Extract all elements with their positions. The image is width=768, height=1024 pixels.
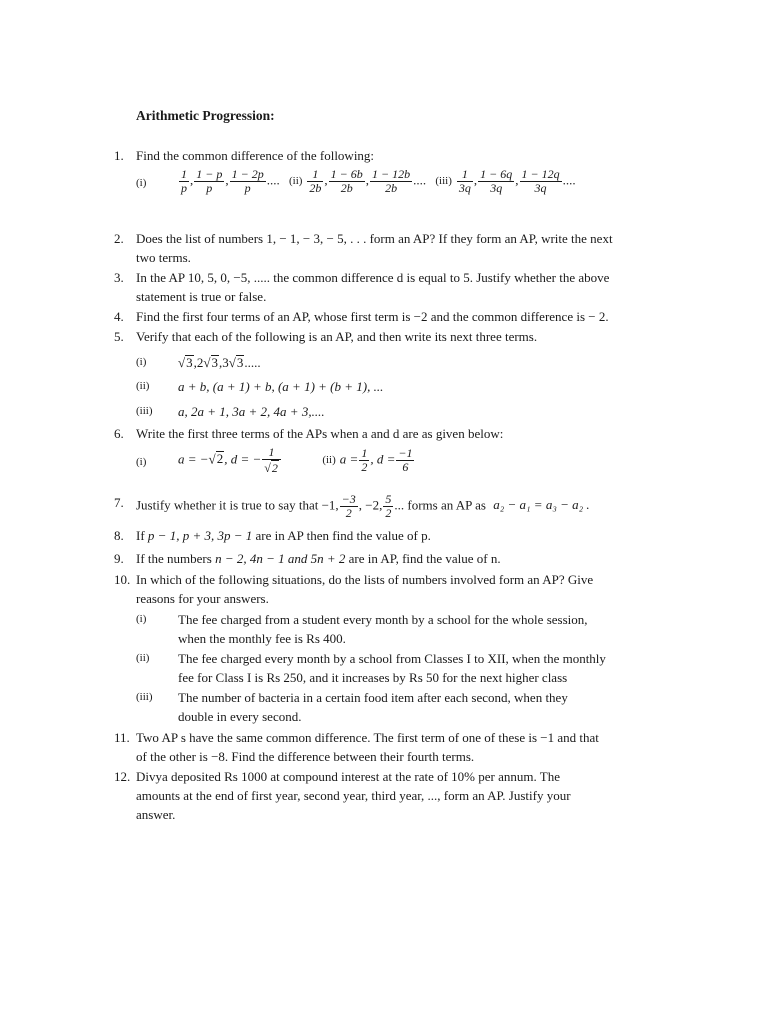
fraction: $\frac{1}{p}$: [181, 167, 187, 195]
fraction: $\frac{1 - 6q}{3q}$: [480, 167, 513, 195]
question-11: 11. Two AP s have the same common difference. The first term of one of these is −1 and that of the other is −8. Find the difference between their fourth terms.: [114, 730, 599, 764]
question-1: [114, 146, 684, 165]
fraction: $\frac{1}{2b}$: [309, 167, 322, 195]
fraction: $\frac{5}{2}$: [385, 492, 392, 520]
question-5-item-ii: (ii) a + b, (a + 1) + b, (a + 1) + (b + 1), ...: [136, 379, 384, 394]
sub-label: (iii): [435, 175, 452, 188]
question-2: 2. Does the list of numbers 1, − 1, − 3, − 5, . . . form an AP? If they form an AP, write the next two terms.: [114, 231, 613, 265]
question-5: 5. Verify that each of the following is an AP, and then write its next three terms.: [114, 329, 538, 344]
question-3: 3. In the AP 10, 5, 0, −5, ..... the common difference d is equal to 5. Justify whether the above statement is true or false.: [114, 270, 610, 304]
fraction: $\frac{1 - 12b}{2b}$: [372, 167, 411, 195]
question-10-item-ii: (ii) The fee charged every month by a school from Classes I to XII, when the monthly fee for Class I is Rs 250, and it increases by Rs 50 for the next higher class: [136, 651, 606, 685]
fraction: $\frac{1 - 6b}{2b}$: [330, 167, 363, 195]
sub-label: (i): [136, 177, 147, 189]
fraction: $\frac{1 - 12q}{3q}$: [521, 167, 560, 195]
question-8: 8. If p − 1, p + 3, 3p − 1 are in AP then find the value of p.: [114, 528, 431, 543]
page-title: Arithmetic Progression:: [136, 108, 275, 123]
fraction: $\frac{-1}{6}$: [398, 446, 413, 474]
question-4: 4. Find the first four terms of an AP, whose first term is −2 and the common difference is − 2.: [114, 309, 609, 324]
fraction: $\frac{1 - p}{p}$: [196, 167, 223, 195]
sub-label: (ii): [288, 175, 303, 188]
question-10: 10. In which of the following situations, do the lists of numbers involved form an AP? Give reasons for your answers.: [114, 572, 594, 606]
question-9: 9. If the numbers n − 2, 4n − 1 and 5n + 2 are in AP, find the value of n.: [114, 551, 501, 566]
question-6-items: (i) a = −√2, d = − $\frac{1}{√2}$ (ii) a = $\frac{1}{2}$ , d = $\frac{-1}{6}$: [136, 445, 413, 475]
question-7: 7. Justify whether it is true to say that −1, $\frac{-3}{2}$ , −2, $\frac{5}{2}$ ... forms an AP as a₂ − a₁ = a₃ − a₂ .: [114, 492, 590, 520]
fraction: $\frac{1 - 2p}{p}$: [231, 167, 264, 195]
fraction: $\frac{1}{3q}$: [458, 167, 471, 195]
question-number: 1.: [114, 148, 124, 163]
fraction: $\frac{-3}{2}$: [341, 492, 356, 520]
question-6: 6. Write the first three terms of the APs when a and d are as given below:: [114, 426, 504, 441]
question-text: Find the common difference of the following:: [136, 148, 375, 163]
question-12: 12. Divya deposited Rs 1000 at compound interest at the rate of 10% per annum. The amounts at the end of first year, second year, third year, ..., form an AP. Justify your answer.: [114, 769, 571, 822]
fraction: $\frac{1}{2}$: [361, 446, 368, 474]
question-10-item-iii: (iii) The number of bacteria in a certain food item after each second, when they double in every second.: [136, 690, 568, 724]
fraction: $\frac{1}{√2}$: [262, 446, 281, 475]
question-5-item-i: (i) √3,2√3,3√3.....: [136, 355, 261, 370]
question-10-item-i: (i) The fee charged from a student every month by a school for the whole session, when the monthly fee is Rs 400.: [136, 612, 588, 646]
question-5-item-iii: (iii) a, 2a + 1, 3a + 2, 4a + 3,....: [136, 404, 325, 419]
question-1-expressions: (i) $\frac{1}{p}$ , $\frac{1 - p}{p}$ , $\frac{1 - 2p}{p}$ .... (ii) $\frac{1}{2b}$ , $\frac{1 - 6b}{2b}$ , $\frac{1 - 12b}{2b}$ .... (iii) $\frac{1}{3q}$ , $\frac{1 - 6q}{3q}$ , $\frac{1 - 12q}{3q}$ ....: [136, 167, 576, 195]
